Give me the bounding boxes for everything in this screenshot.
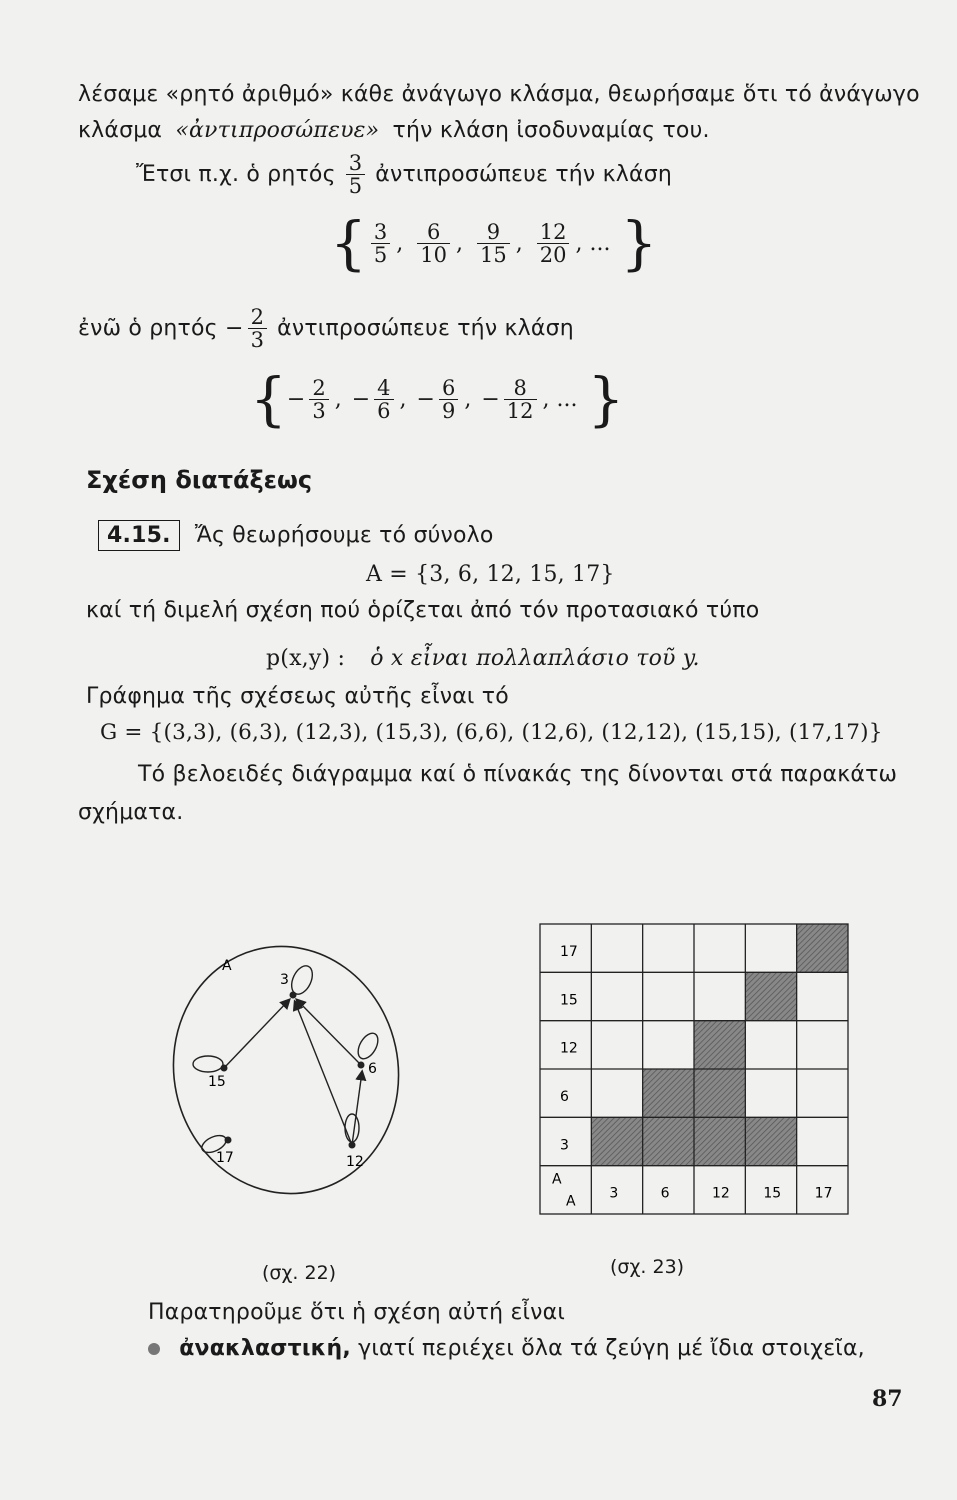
text-line-2c: τήν κλάση ἰσοδυναμίας του. bbox=[392, 118, 710, 143]
reflexive-term: ἀνακλαστική, bbox=[179, 1336, 351, 1361]
fraction bbox=[504, 377, 537, 422]
fraction-num: 12 bbox=[539, 219, 567, 244]
loop-6 bbox=[354, 1030, 382, 1062]
text-line-1: λέσαμε «ρητό ἀριθμό» κάθε ἀνάγωγο κλάσμα, θεωρήσαμε ὅτι τό ἀνάγωγο bbox=[78, 82, 920, 107]
fraction bbox=[417, 221, 450, 266]
grid-cell-shaded bbox=[643, 1069, 694, 1117]
text-line-5a: ἐνῶ ὁ ρητός − bbox=[78, 316, 244, 341]
fraction-den: 10 bbox=[417, 243, 450, 266]
grid-cell-shaded bbox=[694, 1021, 745, 1069]
relation-grid bbox=[538, 922, 858, 1222]
fraction-den: 5 bbox=[346, 174, 366, 197]
node-label: 17 bbox=[216, 1150, 234, 1166]
grid-col-label: 3 bbox=[609, 1185, 619, 1202]
caption-fig22: (σχ. 22) bbox=[262, 1262, 337, 1284]
fraction-num: 2 bbox=[250, 305, 265, 329]
fraction-num: 9 bbox=[486, 219, 501, 244]
arrow-12-to-6 bbox=[352, 1072, 362, 1145]
loop-15 bbox=[193, 1056, 223, 1072]
grid-row-label: 6 bbox=[560, 1089, 569, 1105]
comma: , bbox=[515, 230, 523, 256]
comma: , bbox=[399, 386, 407, 412]
minus-sign: − bbox=[351, 386, 371, 412]
grid-axis-label: A bbox=[566, 1193, 576, 1210]
brace-open: { bbox=[250, 365, 287, 433]
text-line-2 bbox=[78, 118, 710, 143]
fraction-num: 4 bbox=[377, 375, 391, 400]
fraction-den: 3 bbox=[248, 328, 268, 351]
fraction bbox=[371, 221, 390, 266]
pxy-symbol: p(x,y) : bbox=[266, 646, 346, 671]
bullet-icon bbox=[148, 1343, 160, 1355]
text-line-5b: ἀντιπροσώπευε τήν κλάση bbox=[277, 316, 574, 341]
brace-close: } bbox=[620, 209, 658, 277]
fraction-den: 15 bbox=[477, 243, 510, 266]
propositional-formula bbox=[266, 646, 700, 671]
text-line-17b: γιατί περιέχει ὅλα τά ζεύγη μέ ἴδια στοιχεῖα, bbox=[358, 1336, 865, 1361]
fraction bbox=[309, 377, 328, 422]
text-line-3b: ἀντιπροσώπευε τήν κλάση bbox=[375, 162, 672, 187]
text-line-8-text: Ἄς θεωρήσουμε τό σύνολο bbox=[194, 523, 494, 548]
arrow-diagram bbox=[156, 940, 436, 1200]
fraction-den: 3 bbox=[309, 399, 328, 422]
fraction-num: 6 bbox=[441, 375, 456, 400]
grid-col-label: 15 bbox=[763, 1185, 782, 1202]
minus-sign: − bbox=[286, 386, 306, 412]
text-line-10: καί τή διμελή σχέση πού ὁρίζεται ἀπό τόν προτασιακό τύπο bbox=[86, 598, 760, 623]
minus-sign: − bbox=[416, 386, 435, 412]
pxy-text: ὁ x εἶναι πολλαπλάσιο τοῦ y. bbox=[370, 646, 700, 671]
node-label: 3 bbox=[280, 972, 289, 988]
caption-fig23: (σχ. 23) bbox=[610, 1256, 685, 1278]
grid-corner-label: A bbox=[552, 1171, 562, 1188]
set-a-definition: A = {3, 6, 12, 15, 17} bbox=[366, 562, 615, 587]
graph-g-definition: G = {(3,3), (6,3), (12,3), (15,3), (6,6), (12,6), (12,12), (15,15), (17,17)} bbox=[100, 720, 883, 745]
text-line-14: Τό βελοειδές διάγραμμα καί ὁ πίνακάς της δίνονται στά παρακάτω bbox=[138, 762, 898, 787]
page-number: 87 bbox=[872, 1386, 903, 1412]
fraction-den: 12 bbox=[504, 399, 537, 422]
set-label: A bbox=[222, 958, 232, 974]
comma: , bbox=[456, 230, 464, 256]
fraction bbox=[537, 221, 570, 266]
text-line-3a: Ἔτσι π.χ. ὁ ρητός bbox=[136, 162, 336, 187]
grid-cell-shaded bbox=[694, 1069, 745, 1117]
text-line-15: σχήματα. bbox=[78, 800, 184, 825]
grid-col-label: 17 bbox=[814, 1185, 833, 1202]
node-3 bbox=[290, 992, 297, 999]
grid-row-label: 17 bbox=[560, 944, 578, 960]
grid-row-label: 15 bbox=[560, 992, 578, 1009]
arrow-15-to-3 bbox=[224, 1000, 289, 1068]
text-line-3 bbox=[136, 152, 672, 197]
set-ellipse bbox=[151, 925, 422, 1214]
comma: , bbox=[334, 386, 342, 412]
fraction-den: 20 bbox=[537, 243, 570, 266]
text-line-8 bbox=[98, 520, 494, 551]
fraction-num: 3 bbox=[373, 219, 388, 244]
fraction-den: 5 bbox=[371, 243, 390, 266]
section-number: 4.15. bbox=[98, 520, 180, 551]
grid-cell-shaded bbox=[643, 1117, 694, 1165]
equivalence-class-1 bbox=[330, 209, 658, 277]
fraction-2-3 bbox=[248, 306, 268, 351]
fraction-3-5 bbox=[346, 152, 366, 197]
grid-row-label: 12 bbox=[560, 1040, 578, 1057]
equivalence-class-2 bbox=[250, 365, 625, 433]
comma: , ... bbox=[542, 386, 578, 412]
fraction bbox=[477, 221, 510, 266]
text-line-5 bbox=[78, 306, 574, 351]
grid-cell-shaded bbox=[745, 1117, 796, 1165]
text-line-2b: «ἀντιπροσώπευε» bbox=[175, 118, 380, 143]
comma: , bbox=[464, 386, 472, 412]
fraction bbox=[439, 377, 458, 422]
fraction-num: 3 bbox=[348, 151, 363, 175]
comma: , bbox=[396, 230, 404, 256]
fraction-den: 6 bbox=[374, 399, 393, 422]
grid-col-label: 6 bbox=[660, 1185, 670, 1202]
node-label: 15 bbox=[208, 1074, 226, 1090]
fraction-num: 8 bbox=[513, 375, 527, 400]
node-label: 12 bbox=[346, 1154, 364, 1170]
grid-cell-shaded bbox=[591, 1117, 642, 1165]
text-line-12: Γράφημα τῆς σχέσεως αὐτῆς εἶναι τό bbox=[86, 684, 509, 709]
grid-cell-shaded bbox=[745, 972, 796, 1020]
grid-cell-shaded bbox=[797, 924, 848, 972]
grid-row-label: 3 bbox=[560, 1137, 569, 1154]
brace-open: { bbox=[330, 209, 367, 277]
text-line-16: Παρατηροῦμε ὅτι ἡ σχέση αὐτή εἶναι bbox=[148, 1300, 566, 1325]
arrow-12-to-3 bbox=[295, 1002, 352, 1145]
node-label: 6 bbox=[368, 1061, 377, 1077]
fraction-den: 9 bbox=[439, 399, 458, 422]
comma: , ... bbox=[575, 230, 611, 256]
text-line-2a: κλάσμα bbox=[78, 118, 163, 143]
brace-close: } bbox=[587, 365, 625, 433]
minus-sign: − bbox=[481, 386, 500, 412]
fraction-num: 2 bbox=[312, 375, 326, 400]
fraction bbox=[374, 377, 393, 422]
grid-col-label: 12 bbox=[712, 1185, 730, 1202]
section-heading: Σχέση διατάξεως bbox=[86, 466, 313, 494]
text-line-17 bbox=[148, 1336, 865, 1361]
grid-cell-shaded bbox=[694, 1117, 745, 1165]
fraction-num: 6 bbox=[426, 219, 441, 244]
loop-12 bbox=[345, 1114, 359, 1142]
